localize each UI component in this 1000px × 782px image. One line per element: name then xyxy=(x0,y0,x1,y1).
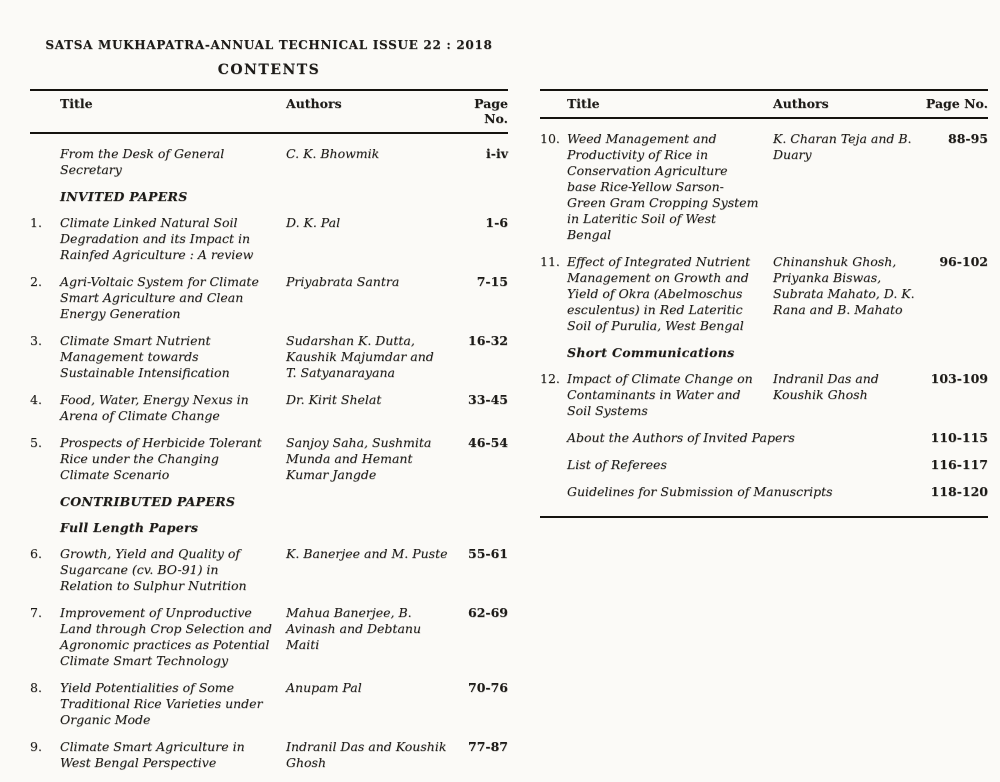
entry-authors: C. K. Bhowmik xyxy=(286,146,380,161)
entry-pages: 88-95 xyxy=(948,131,988,146)
toc-entry xyxy=(30,546,508,594)
entry-title: Guidelines for Submission of Manuscripts xyxy=(567,484,833,499)
section-heading: Full Length Papers xyxy=(60,520,199,535)
entry-number: 1. xyxy=(30,215,42,230)
section-row xyxy=(30,189,508,205)
entry-number: 3. xyxy=(30,333,42,348)
entry-authors: Sanjoy Saha, Sushmita Munda and Hemant Kumar Jangde xyxy=(286,435,432,482)
entry-authors: Dr. Kirit Shelat xyxy=(286,392,382,407)
entry-pages: 62-69 xyxy=(468,605,508,620)
entry-title: Impact of Climate Change on Contaminants in Water and Soil Systems xyxy=(567,371,753,418)
entry-title: Prospects of Herbicide Tolerant Rice under the Changing Climate Scenario xyxy=(60,435,262,482)
entry-number xyxy=(540,484,567,500)
entry-number: 8. xyxy=(30,680,42,695)
entry-authors: Indranil Das and Koushik Ghosh xyxy=(286,739,447,770)
entry-pages: 16-32 xyxy=(468,333,508,348)
entry-pages: 103-109 xyxy=(930,371,988,386)
entry-authors: K. Charan Teja and B. Duary xyxy=(773,131,912,162)
entry-title: Climate Linked Natural Soil Degradation and its Impact in Rainfed Agriculture : A review xyxy=(60,215,254,262)
toc-entry xyxy=(30,739,508,771)
entry-number: 10. xyxy=(540,131,560,146)
toc-entry xyxy=(540,484,988,500)
entry-pages: 118-120 xyxy=(930,484,988,499)
contents-columns xyxy=(30,89,1000,782)
toc-entry xyxy=(30,680,508,728)
entry-number: 11. xyxy=(540,254,560,269)
toc-entry xyxy=(30,392,508,424)
entry-title: About the Authors of Invited Papers xyxy=(567,430,795,445)
entry-pages: 110-115 xyxy=(930,430,988,445)
journal-title: SATSA MUKHAPATRA-ANNUAL TECHNICAL ISSUE 22 : 2018 xyxy=(45,38,493,52)
entry-title: Improvement of Unproductive Land through Crop Selection and Agronomic practices as Potential Climate Smart Technology xyxy=(60,605,272,668)
entry-number: 5. xyxy=(30,435,42,450)
entry-pages: 70-76 xyxy=(468,680,508,695)
entry-title: Effect of Integrated Nutrient Management on Growth and Yield of Okra (Abelmoschus esculentus) in Red Lateritic Soil of Purulia, West Bengal xyxy=(567,254,751,333)
section-row xyxy=(540,345,988,361)
entry-number xyxy=(540,457,567,473)
table-header xyxy=(540,89,988,119)
entry-number xyxy=(30,494,60,510)
entry-number: 9. xyxy=(30,739,42,754)
entry-number xyxy=(30,520,60,536)
page-title: CONTENTS xyxy=(217,62,321,78)
contents-table-right xyxy=(540,89,988,518)
entry-authors: Priyabrata Santra xyxy=(286,274,400,289)
contents-table-left xyxy=(30,89,508,782)
column-header-authors: Authors xyxy=(773,96,829,111)
entry-authors: Mahua Banerjee, B. Avinash and Debtanu Maiti xyxy=(286,605,421,652)
column-header-page: Page No. xyxy=(925,96,988,111)
column-header-title: Title xyxy=(60,96,93,111)
section-row xyxy=(30,494,508,510)
toc-entry xyxy=(30,146,508,178)
table-body xyxy=(30,134,508,771)
entry-pages: 1-6 xyxy=(485,215,508,230)
column-header-authors: Authors xyxy=(286,96,342,111)
toc-entry xyxy=(30,605,508,669)
column-header-title: Title xyxy=(567,96,600,111)
section-heading: Short Communications xyxy=(567,345,735,360)
entry-pages: 55-61 xyxy=(468,546,508,561)
entry-pages: 7-15 xyxy=(476,274,508,289)
entry-number xyxy=(30,189,60,205)
column-header-page: Page No. xyxy=(474,96,508,126)
entry-pages: 116-117 xyxy=(930,457,988,472)
entry-authors: Chinanshuk Ghosh, Priyanka Biswas, Subrata Mahato, D. K. Rana and B. Mahato xyxy=(773,254,915,317)
toc-entry xyxy=(30,274,508,322)
entry-number xyxy=(30,146,60,178)
entry-authors: D. K. Pal xyxy=(286,215,341,230)
toc-entry xyxy=(540,430,988,446)
entry-title: Climate Smart Agriculture in West Bengal Perspective xyxy=(60,739,245,770)
masthead xyxy=(30,38,508,78)
entry-number: 12. xyxy=(540,371,560,386)
entry-number: 7. xyxy=(30,605,42,620)
toc-entry xyxy=(540,371,988,419)
entry-number: 2. xyxy=(30,274,42,289)
entry-pages: 96-102 xyxy=(939,254,988,269)
section-heading: CONTRIBUTED PAPERS xyxy=(60,494,236,509)
entry-pages: 33-45 xyxy=(468,392,508,407)
entry-title: Agri-Voltaic System for Climate Smart Agriculture and Clean Energy Generation xyxy=(60,274,259,321)
entry-pages: 46-54 xyxy=(468,435,508,450)
toc-entry xyxy=(30,333,508,381)
entry-title: Climate Smart Nutrient Management towards Sustainable Intensification xyxy=(60,333,230,380)
section-row xyxy=(30,520,508,536)
section-heading: INVITED PAPERS xyxy=(60,189,188,204)
entry-authors: K. Banerjee and M. Puste xyxy=(286,546,448,561)
entry-title: Weed Management and Productivity of Rice in Conservation Agriculture base Rice-Yellow Sarson-Green Gram Cropping System in Lateritic Soil of West Bengal xyxy=(567,131,759,242)
entry-number: 6. xyxy=(30,546,42,561)
entry-number xyxy=(540,430,567,446)
entry-title: Growth, Yield and Quality of Sugarcane (cv. BO-91) in Relation to Sulphur Nutrition xyxy=(60,546,247,593)
entry-title: List of Referees xyxy=(567,457,667,472)
table-header xyxy=(30,89,508,134)
entry-pages: 77-87 xyxy=(468,739,508,754)
entry-authors: Anupam Pal xyxy=(286,680,362,695)
entry-title: Food, Water, Energy Nexus in Arena of Climate Change xyxy=(60,392,249,423)
entry-number: 4. xyxy=(30,392,42,407)
toc-entry xyxy=(540,457,988,473)
entry-authors: Indranil Das and Koushik Ghosh xyxy=(773,371,879,402)
toc-entry xyxy=(540,254,988,334)
entry-number xyxy=(540,345,567,361)
entry-title: Yield Potentialities of Some Traditional Rice Varieties under Organic Mode xyxy=(60,680,263,727)
entry-authors: Sudarshan K. Dutta, Kaushik Majumdar and T. Satyanarayana xyxy=(286,333,434,380)
toc-entry xyxy=(540,131,988,243)
entry-title: From the Desk of General Secretary xyxy=(60,146,225,177)
toc-entry xyxy=(30,435,508,483)
table-body xyxy=(540,119,988,518)
entry-pages: i-iv xyxy=(486,146,508,161)
toc-entry xyxy=(30,215,508,263)
